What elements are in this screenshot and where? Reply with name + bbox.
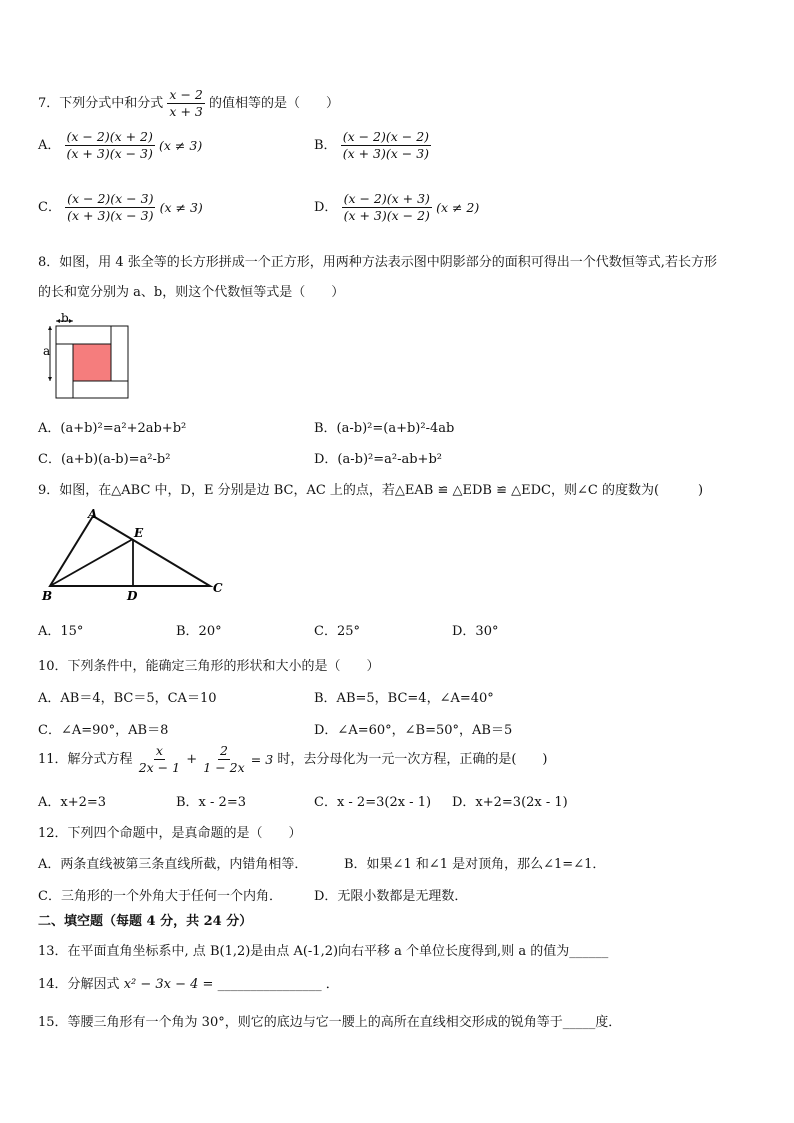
q12-option-a[interactable]: A．两条直线被第三条直线所截，内错角相等． [38,857,308,872]
q11-stem-pre: 11．解分式方程 [38,751,133,767]
frac-den: 2x − 1 [138,759,181,775]
frac-den: (x + 3)(x − 3) [67,207,154,223]
q10-option-b[interactable]: B．AB=5，BC=4，∠A=40° [314,691,494,706]
option-fraction [65,192,155,223]
option-label: D． [314,199,338,215]
question-12-stem: 12．下列四个命题中，是真命题的是（ ） [38,826,302,841]
question-13: 13．在平面直角坐标系中, 点 B(1,2)是由点 A(-1,2)向右平移 a 个单位长度得到,则 a 的值为______ [38,944,609,959]
q12-option-b[interactable]: B．如果∠1 和∠1 是对顶角，那么∠1=∠1． [344,857,606,872]
q10-option-c[interactable]: C．∠A=90°，AB＝8 [38,723,169,738]
frac-den: (x + 3)(x − 2) [343,207,430,223]
q9-option-c[interactable]: C．25° [314,624,360,639]
q7-stem-pre: 7．下列分式中和分式 [38,95,164,111]
frac-den: (x + 3)(x − 3) [66,145,153,161]
rect-top [56,326,111,344]
frac-num: (x − 2)(x − 2) [342,129,430,144]
q8-option-c[interactable]: C．(a+b)(a-b)=a²-b² [38,452,171,467]
question-10-stem: 10．下列条件中，能确定三角形的形状和大小的是（ ） [38,659,380,674]
q11-option-a[interactable]: A．x+2=3 [38,795,107,810]
q11-option-d[interactable]: D．x+2=3(2x - 1) [452,795,568,810]
question-7-stem [38,88,339,119]
q7-stem-post: 的值相等的是（ ） [209,95,340,111]
frac-den: (x + 3)(x − 3) [342,145,430,161]
point-e-label: E [134,526,144,540]
q7-option-d[interactable] [314,192,479,223]
frac-num: x [155,743,163,758]
option-fraction [341,130,431,161]
question-8-line2: 的长和宽分别为 a、b，则这个代数恒等式是（ ） [38,285,345,300]
question-15: 15．等腰三角形有一个角为 30°，则它的底边与它一腰上的高所在直线相交形成的锐角等于_____度． [38,1015,622,1030]
option-fraction [65,130,155,161]
label-a: a [43,344,51,358]
rect-right [111,326,128,381]
vertex-a-label: A [88,507,98,521]
question-8-line1: 8．如图，用 4 张全等的长方形拼成一个正方形，用两种方法表示图中阴影部分的面积可得出一个代数恒等式,若长方形 [38,255,717,270]
vertex-c-label: C [213,581,223,595]
q10-option-a[interactable]: A．AB＝4，BC＝5，CA＝10 [38,691,217,706]
q7-option-c[interactable] [38,192,203,223]
segment-be [50,539,133,586]
option-condition: (x ≠ 3) [159,137,203,153]
q11-stem-post: 时，去分母化为一元一次方程，正确的是( ) [277,751,548,767]
q8-option-d[interactable]: D．(a-b)²=a²-ab+b² [314,452,442,467]
q11-fraction-2 [201,744,246,775]
q11-option-c[interactable]: C．x - 2=3(2x - 1) [314,795,432,810]
option-label: B． [314,137,337,153]
frac-den: 1 − 2x [203,759,245,775]
option-label: A． [38,137,61,153]
q14-post: ． [325,977,339,992]
shaded-square [73,344,111,381]
q7-frac-den: x + 3 [169,103,203,119]
q9-triangle-figure [38,506,228,602]
frac-num: 2 [219,743,228,758]
q8-option-b[interactable]: B．(a-b)²=(a+b)²-4ab [314,421,455,436]
q9-option-d[interactable]: D．30° [452,624,499,639]
section-heading-fill-blank: 二、填空题（每题 4 分，共 24 分） [38,914,253,929]
q14-expression: x² − 3x − 4 = [123,977,214,992]
q11-option-b[interactable]: B．x - 2=3 [176,795,246,810]
q12-option-c[interactable]: C．三角形的一个外角大于任何一个内角． [38,889,282,904]
triangle-abc [50,516,210,586]
q14-pre: 14．分解因式 [38,977,120,992]
frac-num: (x − 2)(x − 3) [67,191,154,206]
rect-bottom [73,381,128,398]
arrow-a-bottom [48,377,52,381]
arrow-b-left [56,319,60,323]
frac-num: (x − 2)(x + 2) [66,129,153,144]
q9-option-b[interactable]: B．20° [176,624,222,639]
q11-fraction-1 [137,744,182,775]
q7-option-b[interactable] [314,130,431,161]
question-11-stem [38,744,548,775]
arrow-a-top [48,326,52,330]
equals-three: = 3 [250,751,274,767]
q10-option-d[interactable]: D．∠A=60°，∠B=50°，AB＝5 [314,723,513,738]
q12-option-d[interactable]: D．无限小数都是无理数． [314,889,468,904]
rect-left [56,344,73,398]
option-fraction [342,192,432,223]
option-condition: (x ≠ 2) [436,199,480,215]
q8-option-a[interactable]: A．(a+b)²=a²+2ab+b² [38,421,187,436]
frac-num: (x − 2)(x + 3) [343,191,430,206]
option-label: C． [38,199,61,215]
q14-answer-blank[interactable]: ________________ [217,977,322,992]
option-condition: (x ≠ 3) [159,199,203,215]
question-9-stem: 9．如图，在△ABC 中，D，E 分别是边 BC，AC 上的点，若△EAB ≌ △EDB ≌ △EDC，则∠C 的度数为( ) [38,483,704,498]
point-d-label: D [127,589,138,602]
q9-option-a[interactable]: A．15° [38,624,84,639]
q7-frac-num: x − 2 [169,87,203,102]
q7-option-a[interactable] [38,130,202,161]
question-14 [38,973,339,992]
q7-fraction [167,88,204,119]
label-b: b [61,311,69,325]
plus-sign: + [186,751,198,767]
vertex-b-label: B [42,589,53,602]
arrow-b-right [69,319,73,323]
q8-square-figure [38,311,138,405]
